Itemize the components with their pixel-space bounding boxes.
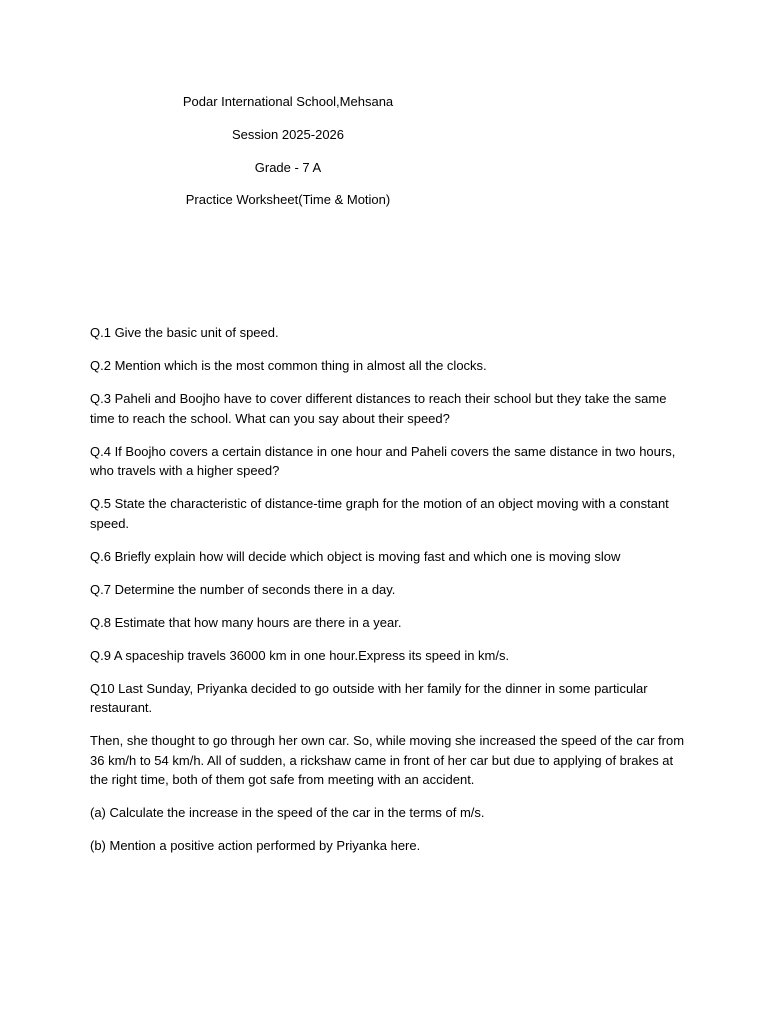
question-7: Q.7 Determine the number of seconds there in a day. [90,581,396,597]
question-10-scenario: Then, she thought to go through her own car. So, while moving she increased the speed of the car from 36 km/h to 54 km/h. All of sudden, a rickshaw came in front of her car but due to applying of brakes at the right time, both of them got safe from meeting with an accident. [90,733,685,787]
question-3: Q.3 Paheli and Boojho have to cover different distances to reach their school but they take the same time to reach the school. What can you say about their speed? [90,391,667,426]
question-1: Q.1 Give the basic unit of speed. [90,325,279,340]
question-2: Q.2 Mention which is the most common thing in almost all the clocks. [90,358,487,373]
worksheet-title: Practice Worksheet(Time & Motion) [185,192,391,207]
question-4: Q.4 If Boojho covers a certain distance in one hour and Paheli covers the same distance in two hours, who travels with a higher speed? [90,443,676,478]
question-10: Q10 Last Sunday, Priyanka decided to go outside with her family for the dinner in some particular restaurant. [90,680,648,715]
question-5: Q.5 State the characteristic of distance-time graph for the motion of an object moving with a constant speed. [90,496,669,531]
school-name: Podar International School,Mehsana [182,94,394,109]
question-6: Q.6 Briefly explain how will decide which object is moving fast and which one is moving slow [90,548,621,564]
question-10-part-a: (a) Calculate the increase in the speed of the car in the terms of m/s. [90,805,485,820]
grade-line: Grade - 7 A [254,160,322,175]
question-8: Q.8 Estimate that how many hours are there in a year. [90,614,402,630]
question-10-part-b: (b) Mention a positive action performed by Priyanka here. [90,838,421,853]
session-line: Session 2025-2026 [231,127,345,142]
question-9: Q.9 A spaceship travels 36000 km in one hour.Express its speed in km/s. [90,647,510,663]
question-list [90,323,686,869]
